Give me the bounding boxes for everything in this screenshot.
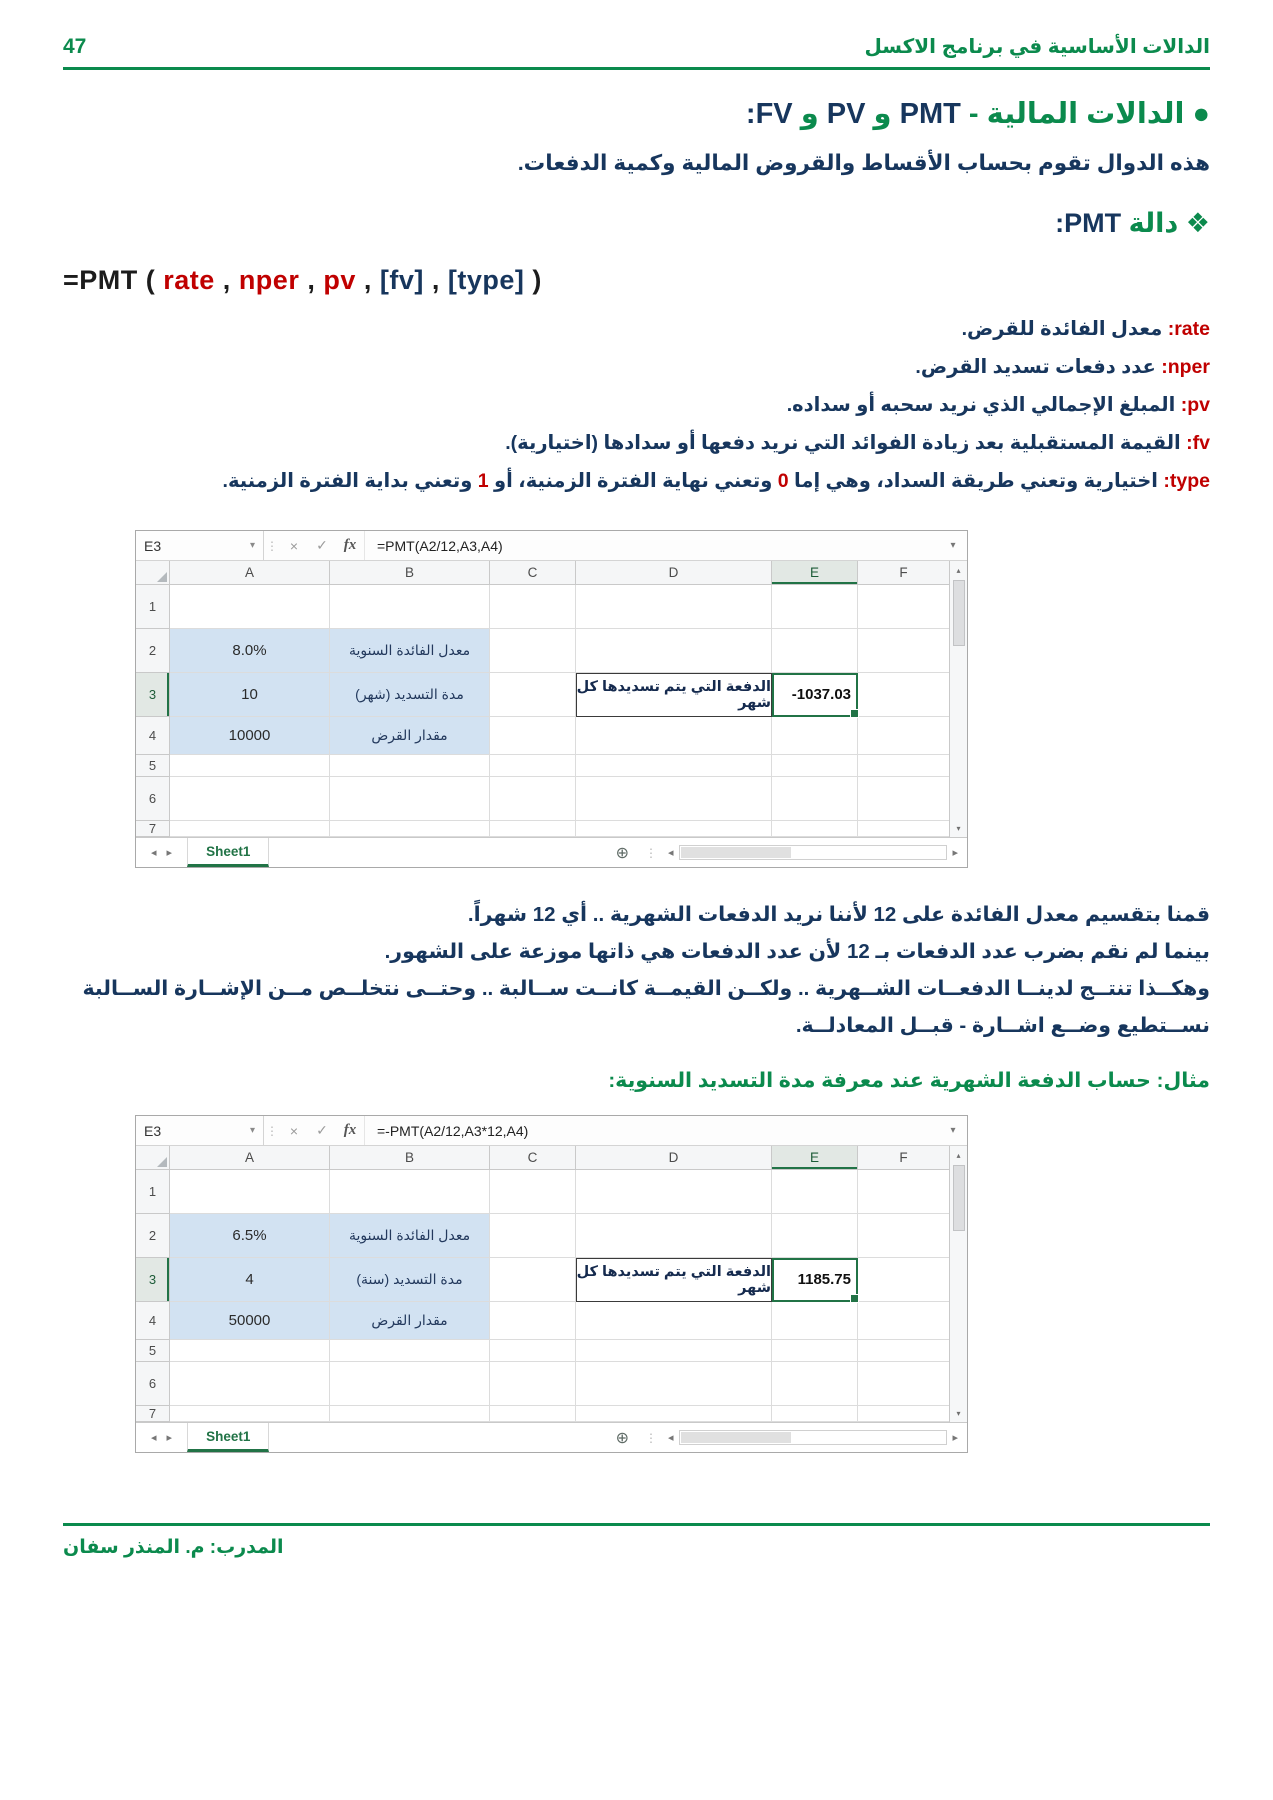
param-rate	[63, 310, 1210, 348]
syntax-close: )	[524, 265, 542, 295]
parameter-list	[63, 310, 1210, 500]
cell-A3[interactable]: 4	[170, 1258, 330, 1302]
vertical-scroll-thumb[interactable]	[953, 1165, 965, 1231]
tabbar-divider-icon: ⋮	[645, 1430, 657, 1445]
worksheet-grid	[136, 561, 949, 837]
explain-line-3: وهكــذا تنتــج لدينــا الدفعــات الشــهرية .. ولكــن القيمــة كانــت ســالبة .. وحتــى نتخلــص مــن الإشــارة الســالبة	[82, 977, 1210, 1000]
row-5	[136, 1340, 949, 1362]
cell-B4[interactable]: مقدار القرض	[330, 1302, 490, 1340]
empty-cell[interactable]	[772, 1340, 858, 1362]
column-header-c[interactable]: C	[490, 561, 576, 585]
empty-cell[interactable]	[576, 1406, 772, 1422]
row-header-3[interactable]: 3	[136, 673, 170, 717]
cell-B3[interactable]: مدة التسديد (شهر)	[330, 673, 490, 717]
formula-text: =-PMT(A2/12,A3*12,A4)	[377, 1122, 529, 1139]
column-header-f[interactable]: F	[858, 561, 949, 585]
formula-buttons	[280, 531, 365, 560]
formula-row	[136, 531, 967, 561]
row-1	[136, 1170, 949, 1214]
row-header-4[interactable]: 4	[136, 1302, 170, 1340]
param-type-zero: 0	[777, 470, 789, 492]
empty-cell[interactable]	[772, 629, 858, 673]
row-header-1[interactable]: 1	[136, 585, 170, 629]
example-heading: مثال: حساب الدفعة الشهرية عند معرفة مدة التسديد السنوية:	[608, 1069, 1210, 1092]
empty-cell[interactable]	[170, 1362, 330, 1406]
empty-cell[interactable]	[330, 821, 490, 837]
enter-icon[interactable]: ✓	[316, 537, 328, 553]
empty-cell[interactable]	[858, 777, 949, 821]
row-2	[136, 629, 949, 673]
row-header-1[interactable]: 1	[136, 1170, 170, 1214]
cell-A4[interactable]: 10000	[170, 717, 330, 755]
column-header-a[interactable]: A	[170, 561, 330, 585]
bullet-icon: ●	[1192, 98, 1210, 130]
title-fn-pv: PV	[826, 98, 866, 130]
empty-cell[interactable]	[772, 585, 858, 629]
row-7	[136, 1406, 949, 1422]
cell-A2[interactable]: 8.0%	[170, 629, 330, 673]
cell-D3[interactable]: الدفعة التي يتم تسديدها كل شهر	[576, 1258, 772, 1302]
empty-cell[interactable]	[576, 1302, 772, 1340]
name-box-value: E3	[144, 1122, 162, 1139]
empty-cell[interactable]	[490, 1362, 576, 1406]
vertical-scrollbar[interactable]	[949, 1146, 967, 1422]
empty-cell[interactable]	[170, 585, 330, 629]
cell-E3-selected[interactable]: 1185.75	[772, 1258, 858, 1302]
row-2	[136, 1214, 949, 1258]
formula-bar[interactable]	[365, 1116, 939, 1145]
cell-B2[interactable]: معدل الفائدة السنوية	[330, 1214, 490, 1258]
column-header-e[interactable]: E	[772, 1146, 858, 1170]
formula-bar-expand-icon[interactable]: ▾	[950, 1125, 956, 1136]
horizontal-scrollbar[interactable]	[663, 1430, 963, 1445]
page-header	[63, 0, 1210, 70]
empty-cell[interactable]	[170, 1406, 330, 1422]
column-header-b[interactable]: B	[330, 561, 490, 585]
formula-text: =PMT(A2/12,A3,A4)	[377, 537, 503, 554]
intro-text: هذه الدوال تقوم بحساب الأقساط والقروض المالية وكمية الدفعات.	[517, 151, 1210, 175]
param-rate-text: معدل الفائدة للقرض.	[961, 318, 1163, 340]
select-all-triangle-icon	[157, 1157, 167, 1167]
name-box-dropdown-icon[interactable]: ▾	[249, 1125, 255, 1136]
add-sheet-icon[interactable]: ⊕	[615, 1429, 629, 1447]
title-and-2: و	[792, 98, 827, 130]
syntax-pv: pv	[323, 265, 356, 295]
formula-buttons	[280, 1116, 365, 1145]
empty-cell[interactable]	[858, 1362, 949, 1406]
empty-cell[interactable]	[170, 755, 330, 777]
scroll-right-icon[interactable]: ▸	[952, 847, 958, 859]
param-rate-label: rate:	[1167, 318, 1210, 340]
horizontal-scroll-track[interactable]	[679, 1430, 948, 1445]
empty-cell[interactable]	[772, 717, 858, 755]
param-type-text-3: وتعني بداية الفترة الزمنية.	[222, 470, 478, 492]
explanation-paragraphs	[63, 896, 1210, 1044]
empty-cell[interactable]	[858, 673, 949, 717]
empty-cell[interactable]	[576, 1362, 772, 1406]
cancel-icon[interactable]: ×	[289, 537, 299, 554]
empty-cell[interactable]	[858, 1340, 949, 1362]
syntax-comma-4: ,	[423, 265, 448, 295]
cancel-icon[interactable]: ×	[289, 1122, 299, 1139]
syntax-comma-3: ,	[355, 265, 380, 295]
title-arabic: الدالات المالية -	[960, 98, 1193, 130]
empty-cell[interactable]	[576, 821, 772, 837]
empty-cell[interactable]	[858, 1214, 949, 1258]
footer-text: المدرب: م. المنذر سفان	[63, 1537, 284, 1558]
param-fv	[63, 424, 1210, 462]
excel-screenshot-monthly-payment	[135, 530, 968, 868]
sheet-nav-right-icon[interactable]: ▸	[166, 847, 173, 859]
empty-cell[interactable]	[772, 1362, 858, 1406]
name-box-value: E3	[144, 537, 162, 554]
row-header-7[interactable]: 7	[136, 1406, 170, 1422]
formula-grip-icon: ⋮	[266, 1123, 278, 1138]
empty-cell[interactable]	[170, 821, 330, 837]
sheet-nav-right-icon[interactable]: ▸	[166, 1432, 173, 1444]
title-fn-pmt: PMT	[899, 98, 961, 130]
cell-B4[interactable]: مقدار القرض	[330, 717, 490, 755]
param-type-label: type:	[1163, 470, 1210, 492]
cell-D3[interactable]: الدفعة التي يتم تسديدها كل شهر	[576, 673, 772, 717]
empty-cell[interactable]	[858, 717, 949, 755]
empty-cell[interactable]	[858, 821, 949, 837]
explain-line-2: بينما لم نقم بضرب عدد الدفعات بـ 12 لأن عدد الدفعات هي ذاتها موزعة على الشهور.	[384, 940, 1210, 963]
vertical-scroll-thumb[interactable]	[953, 580, 965, 646]
name-box[interactable]	[136, 1116, 264, 1145]
enter-icon[interactable]: ✓	[316, 1122, 328, 1138]
explain-line-4: نســتطيع وضــع اشــارة - قبــل المعادلــة.	[795, 1014, 1210, 1037]
cell-E3-selected[interactable]: -1037.03	[772, 673, 858, 717]
param-type-text-2: وتعني نهاية الفترة الزمنية، أو	[488, 470, 778, 492]
formula-grip-icon: ⋮	[266, 538, 278, 553]
empty-cell[interactable]	[772, 755, 858, 777]
sheet-nav-left-icon[interactable]: ◂	[151, 1432, 157, 1444]
insert-function-icon[interactable]: fx	[343, 1122, 357, 1138]
row-header-2[interactable]: 2	[136, 1214, 170, 1258]
scroll-up-icon[interactable]: ▴	[956, 565, 961, 575]
syntax-comma-2: ,	[299, 265, 324, 295]
row-header-5[interactable]: 5	[136, 755, 170, 777]
empty-cell[interactable]	[330, 585, 490, 629]
section-title-financial-functions	[63, 96, 1210, 131]
name-box-dropdown-icon[interactable]: ▾	[249, 540, 255, 551]
name-box[interactable]	[136, 531, 264, 560]
empty-cell[interactable]	[576, 1340, 772, 1362]
empty-cell[interactable]	[858, 1302, 949, 1340]
select-all-corner[interactable]	[136, 561, 170, 585]
row-6	[136, 777, 949, 821]
scroll-up-icon[interactable]: ▴	[956, 1150, 961, 1160]
title-and-1: و	[865, 98, 900, 130]
sheet-tab-sheet1[interactable]	[187, 1423, 269, 1452]
sheet-tab-label: Sheet1	[206, 843, 251, 859]
formula-bar-expand-icon[interactable]: ▾	[950, 540, 956, 551]
insert-function-icon[interactable]: fx	[343, 537, 357, 553]
sheet-nav-left-icon[interactable]: ◂	[151, 847, 157, 859]
param-nper	[63, 348, 1210, 386]
formula-bar[interactable]	[365, 531, 939, 560]
empty-cell[interactable]	[490, 777, 576, 821]
param-fv-text: القيمة المستقبلية بعد زيادة الفوائد التي نريد دفعها أو سدادها (اختيارية).	[505, 432, 1181, 454]
row-header-6[interactable]: 6	[136, 777, 170, 821]
scroll-right-icon[interactable]: ▸	[952, 1432, 958, 1444]
cell-A2[interactable]: 6.5%	[170, 1214, 330, 1258]
empty-cell[interactable]	[490, 821, 576, 837]
empty-cell[interactable]	[490, 629, 576, 673]
empty-cell[interactable]	[858, 1258, 949, 1302]
scroll-left-icon[interactable]: ◂	[668, 847, 674, 859]
empty-cell[interactable]	[576, 717, 772, 755]
syntax-fv: [fv]	[379, 265, 424, 295]
empty-cell[interactable]	[490, 585, 576, 629]
empty-cell[interactable]	[772, 1170, 858, 1214]
param-pv-text: المبلغ الإجمالي الذي نريد سحبه أو سداده.	[786, 394, 1176, 416]
select-all-triangle-icon	[157, 572, 167, 582]
empty-cell[interactable]	[490, 1214, 576, 1258]
row-header-4[interactable]: 4	[136, 717, 170, 755]
pmt-heading-latin: PMT:	[1055, 208, 1122, 238]
param-pv	[63, 386, 1210, 424]
scroll-down-icon[interactable]: ▾	[956, 823, 961, 833]
formula-row	[136, 1116, 967, 1146]
column-header-row	[136, 1146, 949, 1170]
empty-cell[interactable]	[576, 777, 772, 821]
syntax-open: =PMT (	[63, 265, 164, 295]
horizontal-scrollbar[interactable]	[663, 845, 963, 860]
empty-cell[interactable]	[330, 1170, 490, 1214]
pmt-syntax	[63, 265, 1210, 296]
column-header-d[interactable]: D	[576, 1146, 772, 1170]
column-header-f[interactable]: F	[858, 1146, 949, 1170]
worksheet-grid	[136, 1146, 949, 1422]
column-header-b[interactable]: B	[330, 1146, 490, 1170]
row-header-6[interactable]: 6	[136, 1362, 170, 1406]
param-type-text-1: اختيارية وتعني طريقة السداد، وهي إما	[788, 470, 1158, 492]
empty-cell[interactable]	[772, 777, 858, 821]
explain-line-1: قمنا بتقسيم معدل الفائدة على 12 لأننا نريد الدفعات الشهرية .. أي 12 شهراً.	[467, 903, 1210, 926]
param-type	[63, 462, 1210, 500]
empty-cell[interactable]	[858, 1406, 949, 1422]
row-header-5[interactable]: 5	[136, 1340, 170, 1362]
empty-cell[interactable]	[858, 585, 949, 629]
diamond-icon: ❖	[1185, 208, 1210, 238]
empty-cell[interactable]	[490, 1170, 576, 1214]
empty-cell[interactable]	[490, 1258, 576, 1302]
excel-screenshot-annual-term	[135, 1115, 968, 1453]
row-header-2[interactable]: 2	[136, 629, 170, 673]
empty-cell[interactable]	[490, 717, 576, 755]
empty-cell[interactable]	[490, 1302, 576, 1340]
empty-cell[interactable]	[576, 629, 772, 673]
title-fn-fv: FV	[755, 98, 793, 130]
scroll-down-icon[interactable]: ▾	[956, 1408, 961, 1418]
header-title: الدالات الأساسية في برنامج الاكسل	[864, 36, 1210, 58]
empty-cell[interactable]	[330, 755, 490, 777]
syntax-rate: rate	[163, 265, 215, 295]
add-sheet-icon[interactable]: ⊕	[615, 844, 629, 862]
empty-cell[interactable]	[858, 629, 949, 673]
cell-A4[interactable]: 50000	[170, 1302, 330, 1340]
param-pv-label: pv:	[1180, 394, 1210, 416]
param-type-one: 1	[477, 470, 489, 492]
horizontal-scroll-track[interactable]	[679, 845, 948, 860]
empty-cell[interactable]	[772, 1214, 858, 1258]
empty-cell[interactable]	[576, 585, 772, 629]
empty-cell[interactable]	[330, 777, 490, 821]
empty-cell[interactable]	[490, 755, 576, 777]
row-3	[136, 673, 949, 717]
row-4	[136, 717, 949, 755]
row-4	[136, 1302, 949, 1340]
empty-cell[interactable]	[490, 673, 576, 717]
cell-B2[interactable]: معدل الفائدة السنوية	[330, 629, 490, 673]
row-header-7[interactable]: 7	[136, 821, 170, 837]
empty-cell[interactable]	[170, 1340, 330, 1362]
empty-cell[interactable]	[490, 1406, 576, 1422]
select-all-corner[interactable]	[136, 1146, 170, 1170]
empty-cell[interactable]	[772, 1406, 858, 1422]
row-5	[136, 755, 949, 777]
empty-cell[interactable]	[170, 1170, 330, 1214]
param-nper-label: nper:	[1161, 356, 1210, 378]
tabbar-divider-icon: ⋮	[645, 845, 657, 860]
empty-cell[interactable]	[330, 1362, 490, 1406]
param-nper-text: عدد دفعات تسديد القرض.	[915, 356, 1156, 378]
empty-cell[interactable]	[772, 1302, 858, 1340]
column-header-d[interactable]: D	[576, 561, 772, 585]
title-colon: :	[745, 98, 756, 130]
column-header-a[interactable]: A	[170, 1146, 330, 1170]
horizontal-scroll-thumb[interactable]	[681, 847, 791, 858]
row-1	[136, 585, 949, 629]
scroll-left-icon[interactable]: ◂	[668, 1432, 674, 1444]
column-header-c[interactable]: C	[490, 1146, 576, 1170]
param-fv-label: fv:	[1186, 432, 1210, 454]
sheet-tab-sheet1[interactable]	[187, 838, 269, 867]
empty-cell[interactable]	[490, 1340, 576, 1362]
row-6	[136, 1362, 949, 1406]
row-header-3[interactable]: 3	[136, 1258, 170, 1302]
row-3	[136, 1258, 949, 1302]
empty-cell[interactable]	[576, 1214, 772, 1258]
vertical-scrollbar[interactable]	[949, 561, 967, 837]
syntax-nper: nper	[238, 265, 300, 295]
empty-cell[interactable]	[576, 755, 772, 777]
sheet-tab-bar	[136, 1422, 967, 1452]
empty-cell[interactable]	[772, 821, 858, 837]
cell-B3[interactable]: مدة التسديد (سنة)	[330, 1258, 490, 1302]
sheet-tab-bar	[136, 837, 967, 867]
column-header-row	[136, 561, 949, 585]
cell-A3[interactable]: 10	[170, 673, 330, 717]
empty-cell[interactable]	[858, 755, 949, 777]
syntax-type: [type]	[447, 265, 525, 295]
empty-cell[interactable]	[576, 1170, 772, 1214]
page-footer	[63, 1523, 1210, 1559]
pmt-function-heading	[63, 208, 1210, 239]
syntax-comma-1: ,	[214, 265, 239, 295]
horizontal-scroll-thumb[interactable]	[681, 1432, 791, 1443]
column-header-e[interactable]: E	[772, 561, 858, 585]
empty-cell[interactable]	[170, 777, 330, 821]
pmt-heading-arabic: دالة	[1121, 208, 1186, 238]
empty-cell[interactable]	[858, 1170, 949, 1214]
empty-cell[interactable]	[330, 1406, 490, 1422]
row-7	[136, 821, 949, 837]
page-number: 47	[63, 35, 87, 58]
sheet-tab-label: Sheet1	[206, 1428, 251, 1444]
empty-cell[interactable]	[330, 1340, 490, 1362]
